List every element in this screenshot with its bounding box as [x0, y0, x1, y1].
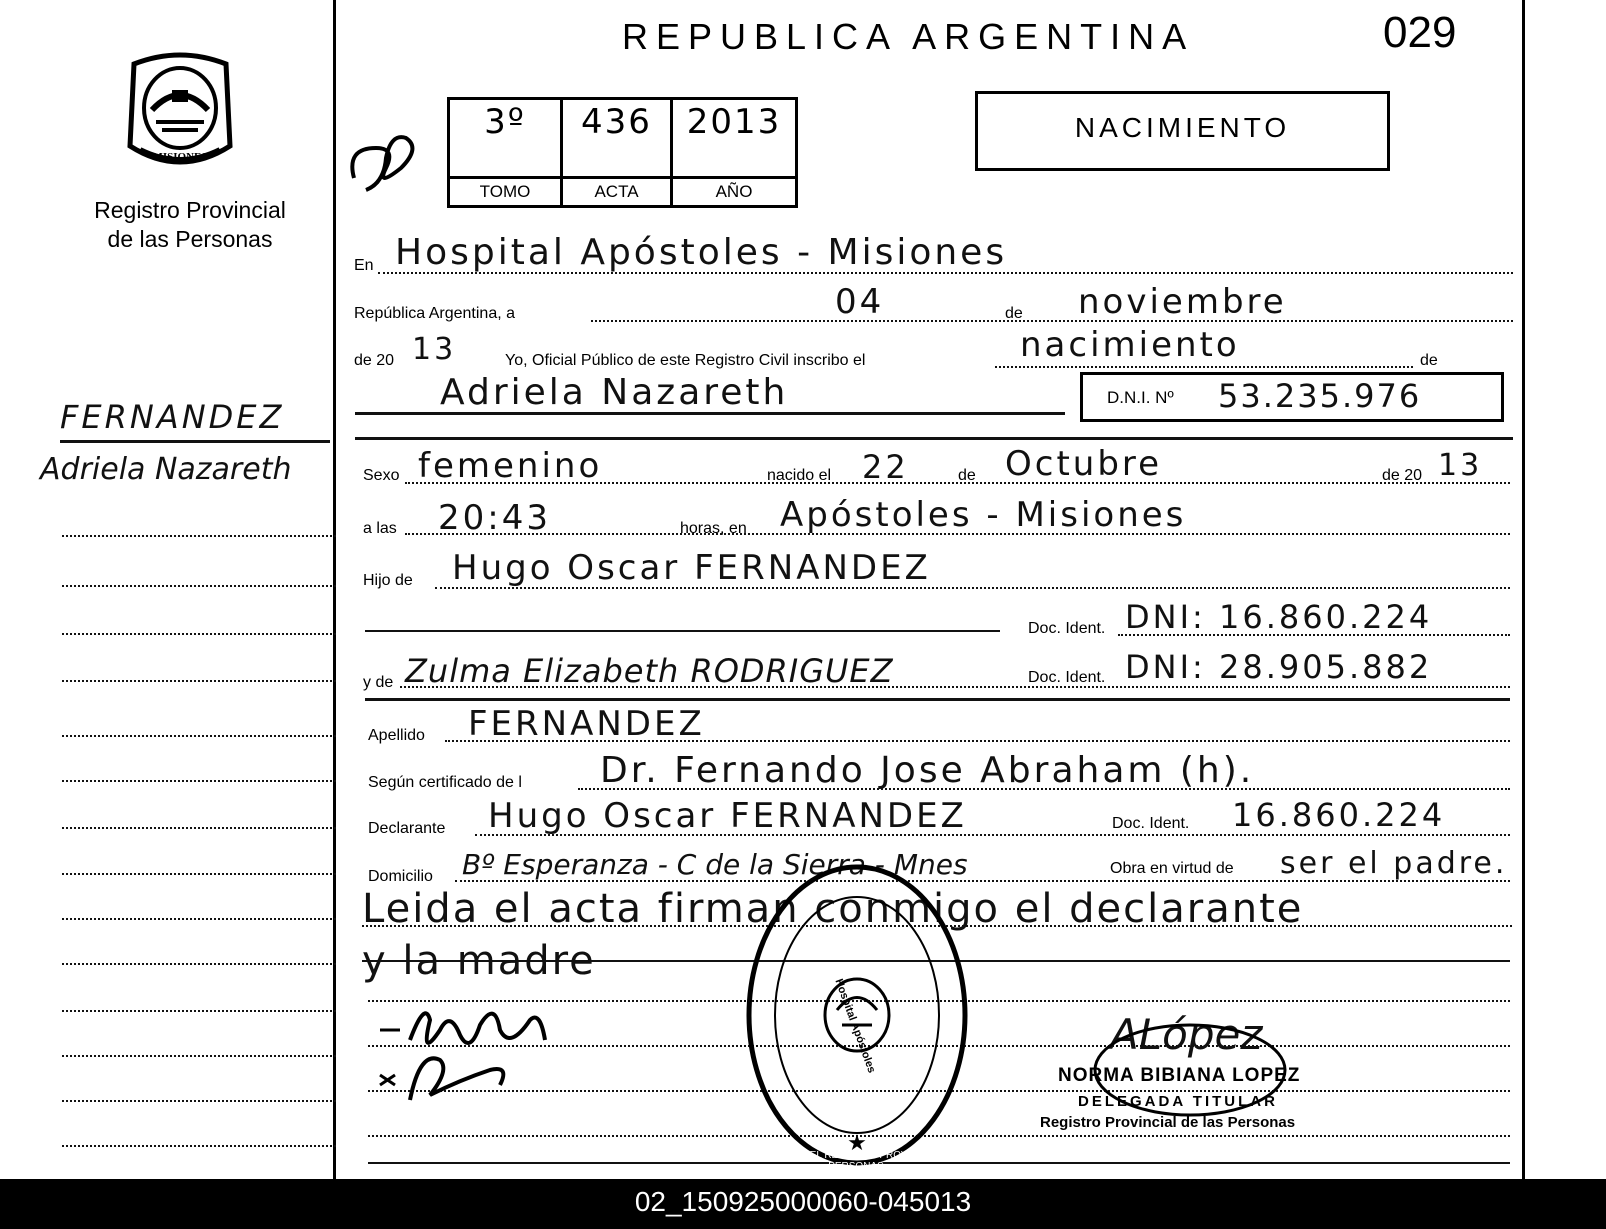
name-underline [355, 412, 1065, 415]
alas-label: a las [363, 520, 397, 537]
margin-surname: FERNANDEZ [60, 398, 285, 436]
stamp-text: DELEGACION DEL REGISTRO PROVINCIAL DE LAS PERSONAS [734, 1150, 978, 1172]
domicilio-line [455, 880, 1510, 882]
initials-scribble-icon [346, 128, 426, 198]
name-value: Adriela Nazareth [440, 372, 789, 413]
margin-given-names: Adriela Nazareth [40, 452, 292, 487]
institution-line-1: Registro Provincial [94, 197, 286, 223]
tomo-label: TOMO [450, 176, 560, 205]
left-column-border [333, 0, 336, 1179]
margin-line [62, 780, 336, 782]
margin-line [62, 918, 336, 920]
en-line [378, 272, 1513, 274]
margin-line [62, 535, 336, 537]
margin-line [62, 633, 336, 635]
doc-type-label: NACIMIENTO [1074, 112, 1291, 143]
declarante-label: Declarante [368, 820, 446, 837]
margin-line [62, 1100, 336, 1102]
mother-doc: DNI: 28.905.882 [1125, 648, 1433, 686]
obra-label: Obra en virtud de [1110, 860, 1234, 877]
inscribo-value: nacimiento [1020, 325, 1240, 365]
declarante-value: Hugo Oscar FERNANDEZ [488, 796, 967, 836]
margin-surname-underline [60, 440, 330, 443]
officer-name: NORMA BIBIANA LOPEZ [1058, 1065, 1301, 1086]
domicilio-value: Bº Esperanza - C de la Sierra - Mnes [462, 848, 968, 881]
margin-line [62, 735, 336, 737]
obra-value: ser el padre. [1280, 846, 1508, 881]
father-doc: DNI: 16.860.224 [1125, 598, 1433, 636]
tomo-value: 3º [484, 102, 526, 142]
time-value: 20:43 [438, 498, 551, 538]
sexo-line [405, 482, 1510, 484]
birth-year: 13 [1438, 448, 1483, 483]
dni-label: D.N.I. Nº [1107, 388, 1174, 407]
right-page-border [1522, 0, 1525, 1179]
footer-code: 02_150925000060-045013 [0, 1179, 1606, 1229]
declarante-doc: 16.860.224 [1232, 796, 1446, 834]
father-value: Hugo Oscar FERNANDEZ [452, 548, 931, 588]
ano-label: AÑO [673, 176, 795, 205]
record-box [447, 97, 798, 208]
birth-day: 22 [862, 448, 909, 486]
doc-type-box [975, 91, 1390, 171]
country-title: REPUBLICA ARGENTINA [622, 16, 1195, 57]
stamp-inner: Hospital Apóstoles [832, 977, 878, 1075]
year-value: 13 [412, 332, 457, 367]
officer-institution: Registro Provincial de las Personas [1040, 1114, 1296, 1131]
mother-value: Zulma Elizabeth RODRIGUEZ [405, 652, 894, 690]
hijo-label: Hijo de [363, 572, 413, 589]
margin-line [62, 963, 336, 965]
apellido-value: FERNANDEZ [468, 704, 705, 744]
en-label: En [354, 257, 374, 274]
de-label-2: de [1420, 352, 1438, 369]
alas-line [405, 533, 1510, 535]
sexo-label: Sexo [363, 467, 400, 484]
ano-cell [673, 100, 795, 205]
yde-label: y de [363, 674, 394, 691]
acta-cell [563, 100, 673, 205]
month-value: noviembre [1078, 282, 1287, 322]
acta-value: 436 [581, 102, 652, 142]
margin-line [62, 585, 336, 587]
doc-ident-label-1: Doc. Ident. [1028, 620, 1106, 637]
ano-value: 2013 [686, 102, 782, 142]
birth-year-label: de 20 [1382, 467, 1423, 484]
segun-line [578, 788, 1510, 790]
year-prefix-label: de 20 [354, 352, 395, 369]
father-doc-line [365, 630, 1000, 632]
oficial-text: Yo, Oficial Público de este Registro Civil inscribo el [505, 352, 866, 369]
yde-line [400, 686, 1510, 688]
apellido-label: Apellido [368, 727, 425, 744]
margin-line [62, 827, 336, 829]
de-label-3: de [958, 467, 976, 484]
margin-line [62, 1055, 336, 1057]
section-divider-2 [365, 698, 1510, 701]
doc-ident-label-3: Doc. Ident. [1112, 815, 1190, 832]
horas-label: horas, en [680, 520, 747, 537]
domicilio-label: Domicilio [368, 868, 433, 885]
tomo-cell [450, 100, 563, 205]
svg-text:MISIONES: MISIONES [152, 151, 208, 163]
sexo-value: femenino [418, 446, 603, 486]
margin-line [62, 873, 336, 875]
officer-signature: ALópez [1110, 1010, 1263, 1059]
de-label-1: de [1005, 305, 1023, 322]
acta-label: ACTA [563, 176, 670, 205]
page-number: 029 [1383, 8, 1457, 57]
nacido-label: nacido el [767, 467, 832, 484]
hijo-line [435, 587, 1510, 589]
margin-line [62, 680, 336, 682]
officer-title: DELEGADA TITULAR [1078, 1093, 1278, 1110]
oficial-line [995, 366, 1413, 368]
certificado-value: Dr. Fernando Jose Abraham (h). [600, 750, 1255, 791]
leida-line-2: y la madre [362, 938, 596, 984]
declarant-signature-icon [370, 1000, 570, 1120]
section-divider [355, 437, 1513, 440]
republica-line [591, 320, 1513, 322]
dni-box [1080, 372, 1504, 422]
declarante-line [475, 834, 1510, 836]
dni-value: 53.235.976 [1218, 377, 1422, 415]
father-doc-dots [1118, 634, 1510, 636]
leida-line-1: Leida el acta firman conmigo el declarante [362, 886, 1304, 932]
doc-ident-label-2: Doc. Ident. [1028, 669, 1106, 686]
svg-text:★: ★ [847, 1131, 867, 1156]
institution-line-2: de las Personas [107, 226, 273, 252]
birth-month: Octubre [1005, 444, 1163, 484]
apellido-line [445, 740, 1510, 742]
misiones-coat-of-arms-icon [122, 50, 238, 172]
day-value: 04 [835, 282, 885, 322]
margin-line [62, 1010, 336, 1012]
segun-label: Según certificado de l [368, 774, 522, 791]
en-value: Hospital Apóstoles - Misiones [395, 232, 1008, 273]
margin-line [62, 1145, 336, 1147]
place-value: Apóstoles - Misiones [780, 495, 1187, 535]
republica-label: República Argentina, a [354, 305, 515, 322]
